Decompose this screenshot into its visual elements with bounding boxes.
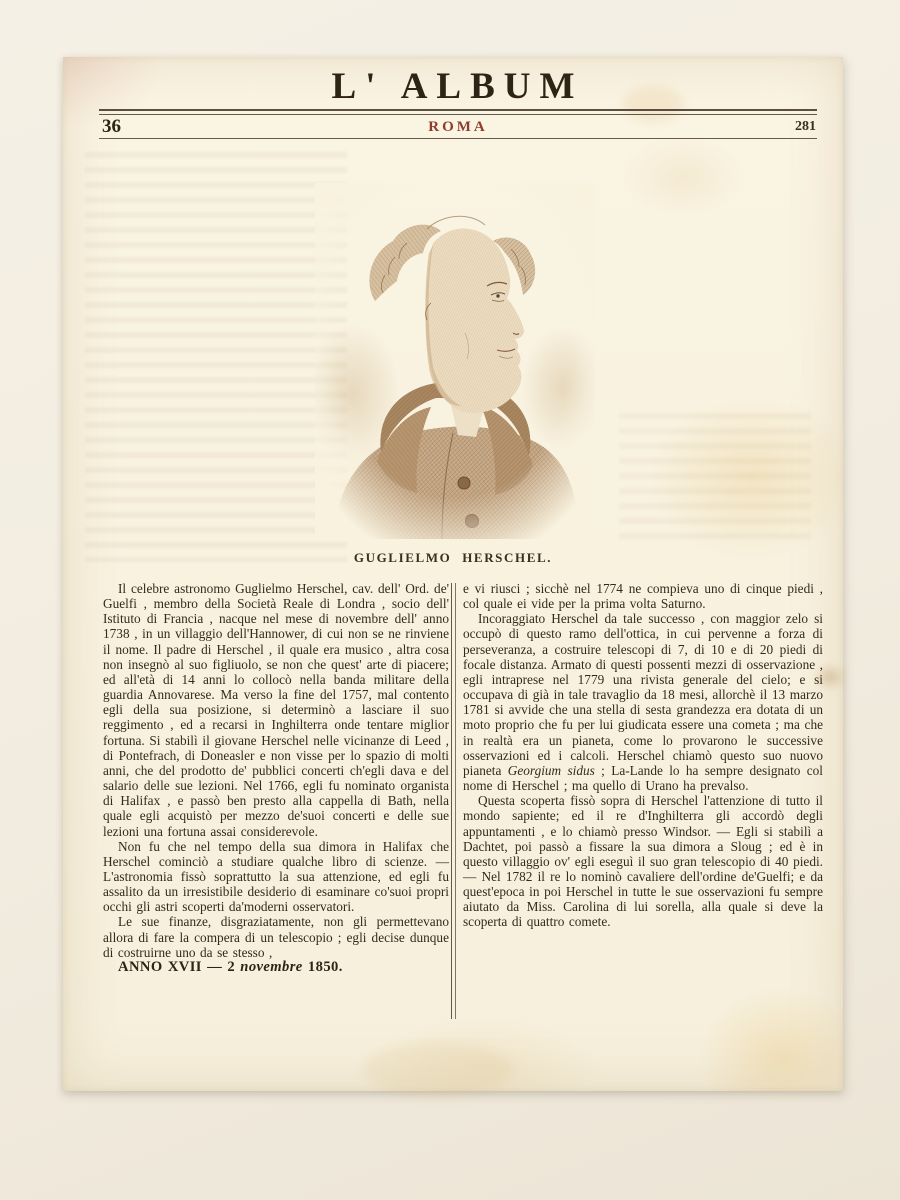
foxing-stain xyxy=(363,1043,513,1097)
single-rule xyxy=(99,138,817,139)
portrait-figure xyxy=(315,183,595,539)
paragraph-right-1: e vi riusci ; sicchè nel 1774 ne compieva uno di cinque piedi , col quale ei vide per la prima volta Saturno. xyxy=(463,581,823,612)
herschel-portrait-engraving xyxy=(315,183,595,539)
paragraph-left-1: Il celebre astronomo Guglielmo Herschel, cav. dell' Ord. de' Guelfi , membro della Società Reale di Londra , socio dell' Istituto di Francia , nacque nel mese di novembre dell' anno 1738 , in un villaggio dell'Hannower, di cui non se ne rinviene il nome. Il padre di Herschel , il quale era musico , altra cosa non insegnò al suo figliuolo, se non che quest' arte di piacere; ed all'età di 14 anni lo collocò nella banda militare della guardia Annovarese. Ma verso la fine del 1757, mal contento egli della sua posizione, si determinò a lasciare il suo reggimento , ed a recarsi in Inghilterra onde tentare miglior fortuna. Si stabilì il giovane Herschel nelle vicinanze di Leed , di Pontefrach, di Doneasler e non visse per lo spazio di molti anni, che del prodotto de' pubblici concerti ch'egli dava e del salario delle sue lezioni. Nel 1766, egli fu nominato organista di Halifax , e passò ben presto alla cappella di Bath, nella quale egli acquistò per mezzo de'suoi concerti e delle sue lezioni una fortuna assai considerevole. xyxy=(103,581,449,839)
planet-name-italic: Georgium sidus xyxy=(507,762,595,778)
page-number: 281 xyxy=(795,119,816,134)
masthead-title: L' ALBUM xyxy=(331,66,584,107)
newspaper-page xyxy=(63,57,843,1091)
city-name: ROMA xyxy=(428,119,488,135)
masthead-info-row xyxy=(99,115,817,138)
portrait-caption: GUGLIELMO HERSCHEL. xyxy=(353,550,553,565)
paragraph-right-3: Questa scoperta fissò sopra di Herschel l'attenzione di tutto il mondo sapiente; ed il re d'Inghilterra gli accordò degli appuntamenti , e lo chiamò presso Windsor. — Egli si stabilì a Dachtet, poi passò a fissare la sua dimora a Sloug ; ed è in questo villaggio ov' egli eseguì il suo gran telescopio di 40 piedi. — Nel 1782 il re lo nominò cavaliere dell'ordine de'Guelfi; e da quest'epoca in poi Herschel in tutte le sue osservazioni fu sempre aiutato da Miss. Carolina di lui sorella, alla quale si deve la scoperta di quattro comete. xyxy=(463,793,823,930)
paragraph-right-2-text: Incoraggiato Herschel da tale successo , con maggior zelo si occupò di questo ramo dell'ottica, in cui pervenne a forza di perseveranza, a costruire telescopi di 7, di 10 e di 20 piedi di focale distanza. Armato di questi possenti mezzi di osservazione , egli intraprese nel 1779 una rivista generale del cielo; e si occupava di già in tale travaglio da 18 mesi, allorchè il 13 marzo 1781 si avvide che una stella di sesta grandezza era dotata di un moto proprio che fu per lui giudicata essere una cometa ; ma che in realtà era un pianeta, come lo provarono le successive osservazioni ed i calcoli. Herschel chiamò questo suo nuovo pianeta xyxy=(463,611,823,778)
left-column xyxy=(103,581,449,975)
issue-date-prefix: ANNO XVII — 2 xyxy=(118,958,241,975)
issue-date-year: 1850. xyxy=(302,958,343,975)
issue-number: 36 xyxy=(102,116,121,137)
issue-date-line xyxy=(103,960,449,975)
issue-date-month: novembre xyxy=(240,958,303,975)
bleedthrough-ghost-text xyxy=(85,152,347,562)
paragraph-right-2-rest: ; La-Lande lo ha sempre designato col nome di Herschel ; ma quello di Urano ha prevalso. xyxy=(463,762,824,794)
bleedthrough-ghost-text xyxy=(619,413,811,545)
vignette-fade xyxy=(315,183,595,539)
right-column xyxy=(463,581,823,930)
paragraph-left-2: Non fu che nel tempo della sua dimora in Halifax che Herschel cominciò a studiare qualche libro di scienze. — L'astronomia fissò soprattutto la sua attenzione, ed egli fu assalito da un irresistibile desiderio di esaminare co'suoi propri occhi gli astri scoperti da'moderni osservatori. xyxy=(103,838,449,915)
column-divider-rule xyxy=(451,583,456,1019)
paragraph-right-2 xyxy=(463,611,823,793)
paragraph-left-3: Le sue finanze, disgraziatamente, non gli permettevano allora di fare la compera di un telescopio ; egli decise dunque di costruirne uno da se stesso , xyxy=(103,914,449,960)
